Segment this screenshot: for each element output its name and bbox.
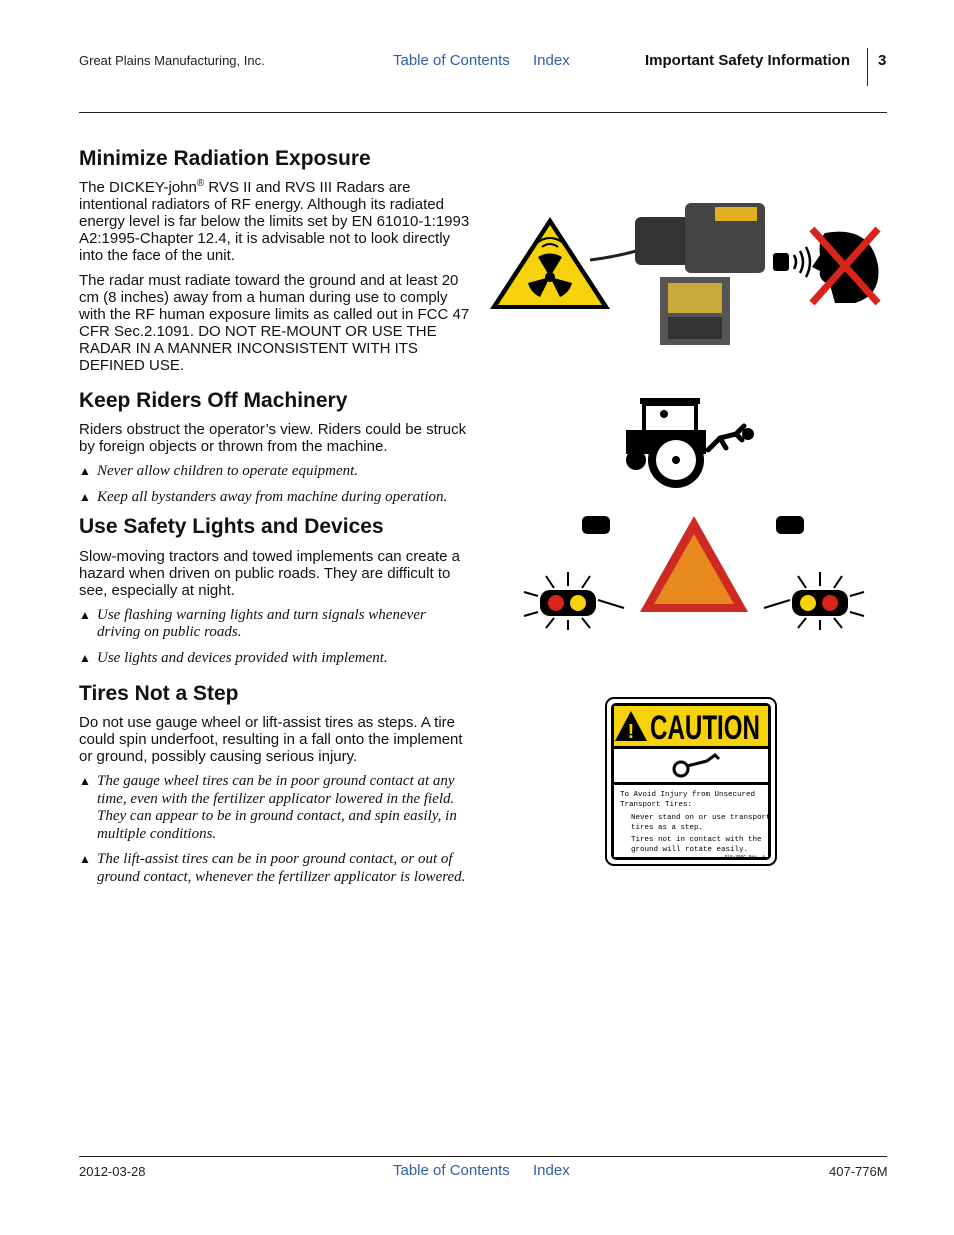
lights-paragraph: Slow-moving tractors and towed implements can create a hazard when driven on public roads. They are difficult to see, especially at night. (79, 547, 461, 599)
svg-text:Tires not in contact with the: Tires not in contact with the (631, 836, 762, 844)
tires-bullet-2: ▲ The lift-assist tires can be in poor ground contact, or out of ground contact, whenever the fertilizer applicator is lowered. (79, 851, 466, 885)
svg-text:To Avoid Injury from Unsecured: To Avoid Injury from Unsecured (620, 791, 756, 799)
tires-paragraph: Do not use gauge wheel or lift-assist tires as steps. A tire could spin underfoot, resulting in a fall onto the implement or ground, possibly causing serious injury. (79, 714, 463, 766)
caution-decal-icon (605, 697, 777, 867)
header-divider (867, 48, 868, 86)
svg-text:Never stand on or use transpor: Never stand on or use transport (631, 814, 771, 822)
header-index-link[interactable]: Index (533, 52, 570, 69)
smv-triangle-icon (640, 516, 748, 612)
svg-text:tires as a step.: tires as a step. (631, 824, 704, 832)
safety-lights-illustration (520, 512, 870, 632)
riders-bullet-1: ▲ Never allow children to operate equipment. (79, 463, 359, 480)
riders-bullet-2: ▲ Keep all bystanders away from machine during operation. (79, 488, 448, 505)
svg-text:!: ! (627, 721, 635, 743)
tractor-rider-icon (620, 390, 760, 490)
radiation-warning-icon (490, 217, 610, 309)
lights-bullet-2: ▲ Use lights and devices provided with implement. (79, 649, 388, 666)
svg-text:ground will rotate easily.: ground will rotate easily. (631, 846, 749, 854)
footer-doc-number: 407-776M (829, 1164, 888, 1179)
svg-text:Transport Tires:: Transport Tires: (620, 801, 693, 809)
riders-paragraph: Riders obstruct the operator’s view. Riders could be struck by foreign objects or thrown from the machine. (79, 421, 467, 456)
header-toc-link[interactable]: Table of Contents (393, 52, 510, 69)
header-rule (79, 112, 887, 113)
tires-bullet-1: ▲ The gauge wheel tires can be in poor ground contact at any time, even with the fertilizer applicator lowered in the field. They can appear to be in ground contact, and spin easily, in multiple conditions. (79, 773, 457, 842)
footer-toc-link[interactable]: Table of Contents (393, 1162, 510, 1179)
warning-light-left-icon (524, 572, 624, 630)
text-column (79, 146, 471, 894)
amber-marker-left-icon (582, 516, 610, 534)
heading-lights: Use Safety Lights and Devices (79, 515, 384, 539)
amber-marker-right-icon (776, 516, 804, 534)
page-number: 3 (878, 52, 887, 69)
svg-text:818-398C Rev. A: 818-398C Rev. A (724, 855, 765, 860)
radiation-illustration (490, 185, 890, 355)
footer-rule (79, 1156, 887, 1157)
radiation-paragraph-1: The DICKEY-john® RVS II and RVS III Radars are intentional radiators of RF energy. Although its radiated energy level is far below the limits set by EN 61010-1:1993 A2:1995-Chapter 12.4, it is advisable not to look directly into the face of the unit. (79, 178, 470, 265)
heading-tires: Tires Not a Step (79, 682, 239, 706)
heading-radiation: Minimize Radiation Exposure (79, 147, 371, 170)
warning-light-right-icon (764, 572, 864, 630)
header-company: Great Plains Manufacturing, Inc. (79, 53, 265, 68)
header-section-title: Important Safety Information (645, 52, 851, 69)
radiation-paragraph-2: The radar must radiate toward the ground and at least 20 cm (8 inches) away from a human during use to comply with the RF human exposure limits as called out in FCC 47 CFR Sec.2.1091. DO NOT RE-MOUNT OR USE THE RADAR IN A MANNER INCONSISTENT WITH ITS DEFINED USE. (79, 272, 470, 375)
radar-unit-icon (590, 203, 765, 345)
no-face-exposure-icon (773, 229, 879, 303)
footer-date: 2012-03-28 (79, 1164, 146, 1179)
footer-index-link[interactable]: Index (533, 1162, 570, 1179)
heading-riders: Keep Riders Off Machinery (79, 389, 348, 413)
caution-heading: CAUTION (650, 709, 760, 747)
lights-bullet-1: ▲ Use flashing warning lights and turn signals whenever driving on public roads. (79, 606, 426, 641)
